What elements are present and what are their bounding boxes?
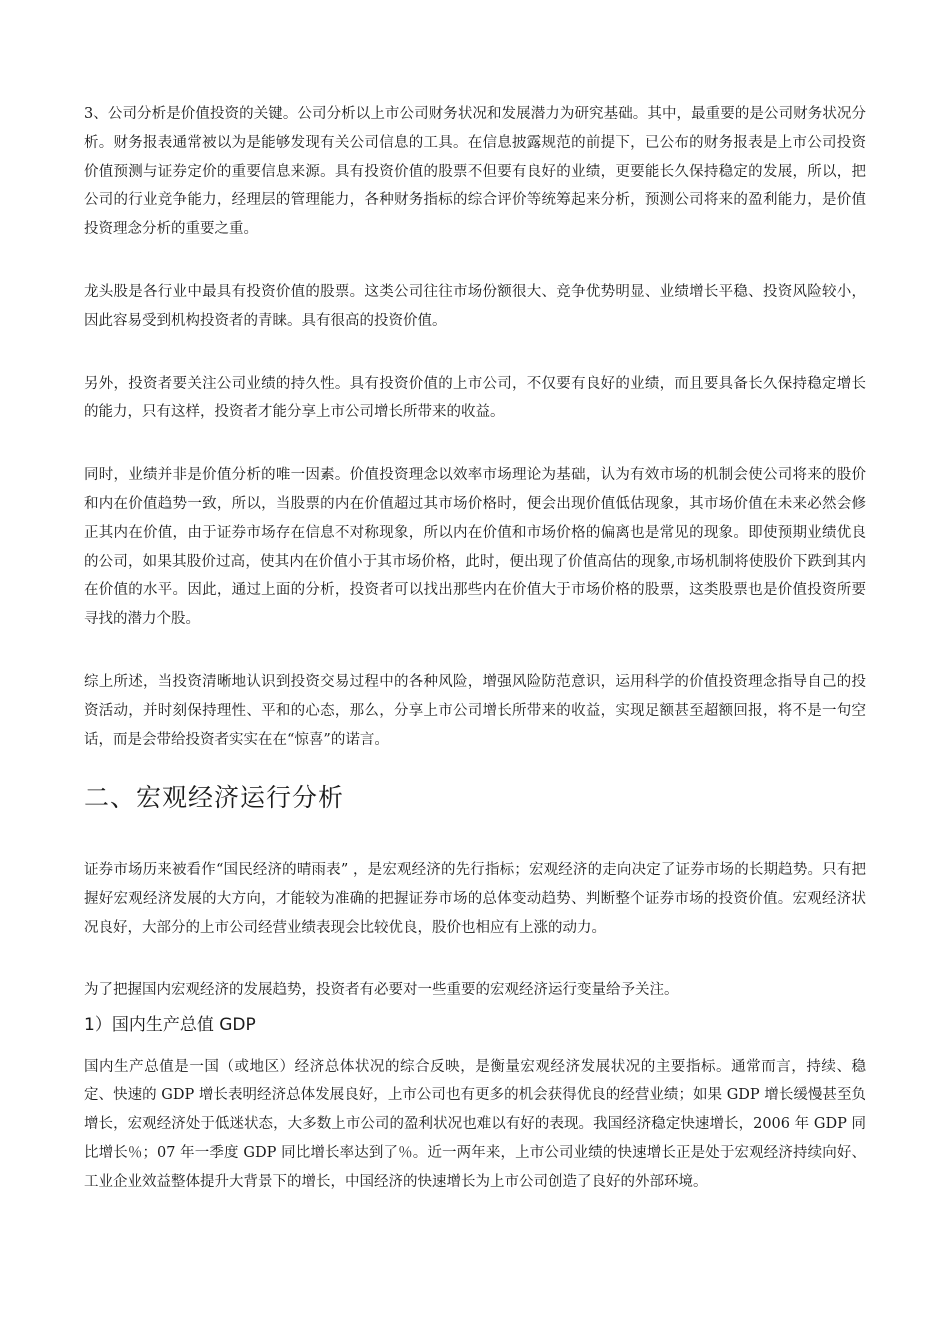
- paragraph-macro-variables: 为了把握国内宏观经济的发展趋势，投资者有必要对一些重要的宏观经济运行变量给予关注。: [84, 981, 679, 998]
- paragraph-company-analysis: 3、公司分析是价值投资的关键。公司分析以上市公司财务状况和发展潜力为研究基础。其中，最重要的是公司财务状况分析。财务报表通常被以为是能够发现有关公司信息的工具。在信息披露规范的前提下，已公布的财务报表是上市公司投资价值预测与证券定价的重要信息来源。具有投资价值的股票不但要有良好的业绩，更要能长久保持稳定的发展，所以，把公司的行业竞争能力，经理层的管理能力，各种财务指标的综合评价等统筹起来分析，预测公司将来的盈利能力，是价值投资理念分析的重要之重。: [84, 106, 866, 238]
- paragraph-gdp: 国内生产总值是一国（或地区）经济总体状况的综合反映，是衡量宏观经济发展状况的主要指标。通常而言，持续、稳定、快速的 GDP 增长表明经济总体发展良好，上市公司也有更多的机会获得优良的经营业绩；如果 GDP 增长缓慢甚至负增长，宏观经济处于低迷状态，大多数上市公司的盈利状况也难以有好的表现。我国经济稳定快速增长，2006 年 GDP 同比增长％；07 年一季度 GDP 同比增长率达到了％。近一两年来，上市公司业绩的快速增长正是处于宏观经济持续向好、工业企业效益整体提升大背景下的增长，中国经济的快速增长为上市公司创造了良好的外部环境。: [84, 1058, 866, 1190]
- paragraph-intrinsic-value: 同时，业绩并非是价值分析的唯一因素。价值投资理念以效率市场理论为基础，认为有效市场的机制会使公司将来的股价和内在价值趋势一致，所以，当股票的内在价值超过其市场价格时，便会出现价值低估现象，其市场价值在未来必然会修正其内在价值，由于证券市场存在信息不对称现象，所以内在价值和市场价格的偏离也是常见的现象。即使预期业绩优良的公司，如果其股价过高，使其内在价值小于其市场价格，此时，便出现了价值高估的现象,市场机制将使股价下跌到其内在价值的水平。因此，通过上面的分析，投资者可以找出那些内在价值大于市场价格的股票，这类股票也是价值投资所要寻找的潜力个股。: [84, 467, 866, 628]
- paragraph-leading-stocks: 龙头股是各行业中最具有投资价值的股票。这类公司往往市场份额很大、竞争优势明显、业绩增长平稳、投资风险较小，因此容易受到机构投资者的青睐。具有很高的投资价值。: [84, 283, 866, 329]
- paragraph-earnings-sustainability: 另外，投资者要关注公司业绩的持久性。具有投资价值的上市公司，不仅要有良好的业绩，而且要具备长久保持稳定增长的能力，只有这样，投资者才能分享上市公司增长所带来的收益。: [84, 375, 866, 421]
- document-page: [84, 100, 866, 1197]
- section-heading: 二、宏观经济运行分析: [84, 783, 345, 813]
- paragraph-summary: 综上所述，当投资清晰地认识到投资交易过程中的各种风险，增强风险防范意识，运用科学的价值投资理念指导自己的投资活动，并时刻保持理性、平和的心态，那么，分享上市公司增长所带来的收益，实现足额甚至超额回报，将不是一句空话，而是会带给投资者实实在在“惊喜”的诺言。: [84, 673, 866, 748]
- paragraph-market-barometer: 证券市场历来被看作“国民经济的晴雨表” ，是宏观经济的先行指标；宏观经济的走向决定了证券市场的长期趋势。只有把握好宏观经济发展的大方向，才能较为准确的把握证券市场的总体变动趋势、判断整个证券市场的投资价值。宏观经济状况良好，大部分的上市公司经营业绩表现会比较优良，股价也相应有上涨的动力。: [84, 862, 866, 936]
- subsection-heading: 1）国内生产总值 GDP: [84, 1014, 256, 1035]
